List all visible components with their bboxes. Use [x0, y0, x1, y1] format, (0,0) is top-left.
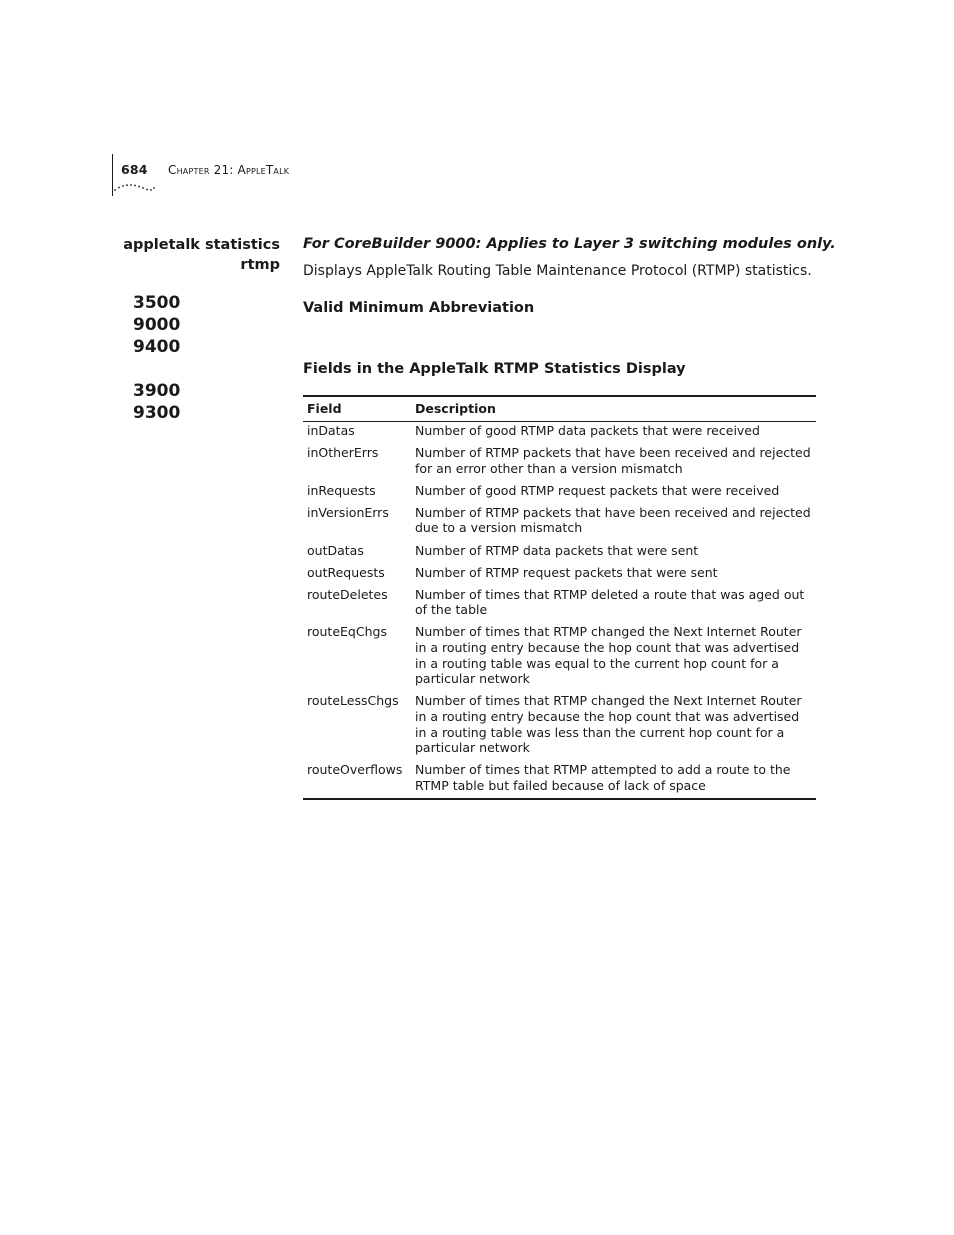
command-name: [100, 235, 280, 275]
abbreviation-heading: Valid Minimum Abbreviation: [303, 300, 535, 316]
field-cell: inRequests: [307, 482, 376, 498]
applies-note: For CoreBuilder 9000: Applies to Layer 3 switching modules only.: [303, 236, 836, 252]
main-content: [303, 234, 836, 800]
field-cell: outRequests: [307, 564, 385, 580]
table-row: [303, 540, 816, 562]
field-cell: routeDeletes: [307, 586, 388, 602]
table-row: [303, 502, 816, 540]
description-cell: Number of times that RTMP changed the Next Internet Router in a routing entry because the hop count that was advertised in a routing table was equal to the current hop count for a particular network: [415, 624, 802, 687]
platform-item: 3900: [133, 381, 181, 401]
platform-gap: [133, 358, 180, 380]
command-name-line1: appletalk statistics: [123, 237, 280, 253]
header-description: Description: [411, 396, 816, 422]
fields-heading: Fields in the AppleTalk RTMP Statistics Display: [303, 361, 686, 377]
platform-list: [133, 292, 180, 424]
table-row: [303, 759, 816, 799]
description-cell: Number of RTMP request packets that were sent: [415, 564, 718, 580]
description-cell: Number of good RTMP request packets that were received: [415, 482, 780, 498]
field-cell: routeLessChgs: [307, 693, 399, 709]
field-cell: routeEqChgs: [307, 624, 387, 640]
field-cell: routeOverflows: [307, 762, 403, 778]
chapter-title: Chapter 21: AppleTalk: [168, 163, 290, 177]
description-cell: Number of times that RTMP attempted to add a route to the RTMP table but failed because of lack of space: [415, 762, 791, 793]
field-cell: inDatas: [307, 423, 355, 438]
table-row: [303, 621, 816, 690]
platform-item: 9400: [133, 337, 181, 357]
header-field: Field: [303, 396, 411, 422]
platform-item: 9000: [133, 315, 181, 335]
command-name-line2: rtmp: [240, 257, 280, 273]
command-description: Displays AppleTalk Routing Table Maintenance Protocol (RTMP) statistics.: [303, 263, 812, 279]
description-cell: Number of RTMP packets that have been received and rejected for an error other than a version mismatch: [415, 445, 811, 476]
field-cell: inVersionErrs: [307, 504, 389, 520]
description-cell: Number of good RTMP data packets that were received: [415, 423, 760, 438]
page-header: [112, 154, 332, 198]
fields-table: [303, 395, 816, 800]
field-cell: outDatas: [307, 542, 364, 558]
description-cell: Number of RTMP data packets that were sent: [415, 542, 699, 558]
description-cell: Number of RTMP packets that have been received and rejected due to a version mismatch: [415, 504, 811, 536]
table-row: [303, 422, 816, 443]
description-cell: Number of times that RTMP changed the Next Internet Router in a routing entry because the hop count that was advertised in a routing table was less than the current hop count for a particular network: [415, 693, 802, 756]
page-number: 684: [121, 162, 148, 177]
platform-item: 9300: [133, 403, 181, 423]
table-row: [303, 442, 816, 480]
table-row: [303, 690, 816, 759]
table-row: [303, 584, 816, 622]
description-cell: Number of times that RTMP deleted a route that was aged out of the table: [415, 586, 805, 618]
table-row: [303, 480, 816, 502]
platform-item: 3500: [133, 293, 181, 313]
table-header-row: [303, 396, 816, 422]
field-cell: inOtherErrs: [307, 445, 379, 461]
table-row: [303, 562, 816, 584]
dotted-arc-icon: [113, 181, 157, 193]
